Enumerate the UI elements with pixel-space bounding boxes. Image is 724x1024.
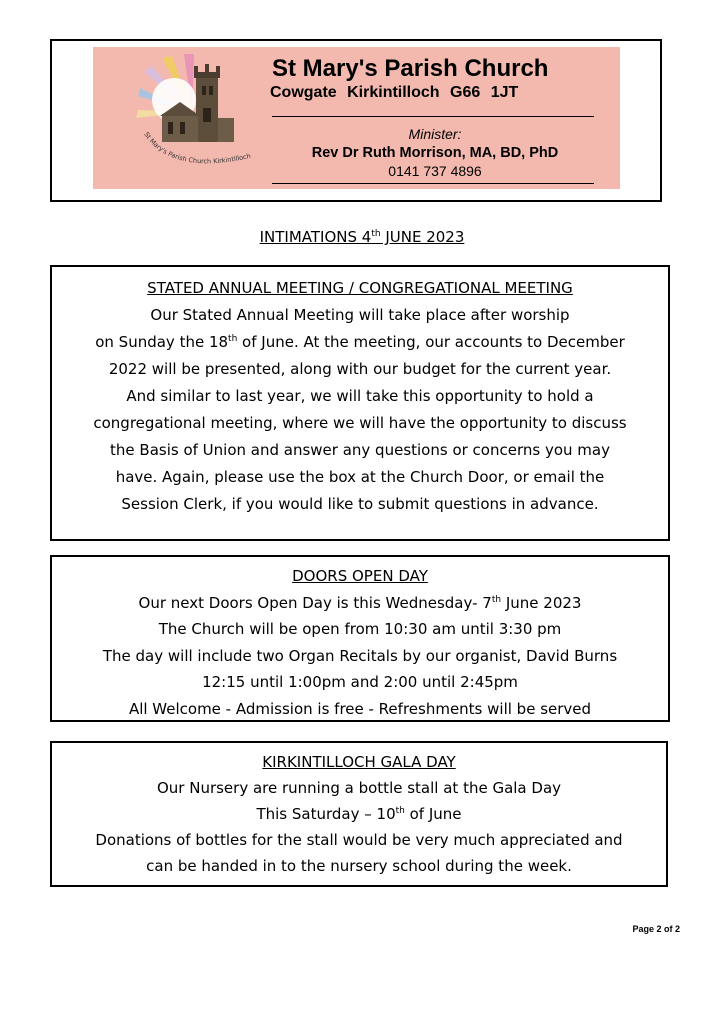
notice-line: Our Stated Annual Meeting will take place after worship [150,306,570,324]
notice-line: have. Again, please use the box at the Church Door, or email the [115,468,605,486]
page-number: Page 2 of 2 [632,924,680,934]
stated-meeting-title: STATED ANNUAL MEETING / CONGREGATIONAL MEETING [147,279,573,297]
notice-line: can be handed in to the nursery school during the week. [146,857,572,875]
notice-line: Session Clerk, if you would like to submit questions in advance. [121,495,599,513]
gala-day-notice [50,741,668,887]
notice-line: And similar to last year, we will take this opportunity to hold a [126,387,594,405]
gala-day-title: KIRKINTILLOCH GALA DAY [262,753,456,771]
phone-number: 0141 737 4896 [388,163,482,179]
header-divider-bottom [272,183,594,184]
notice-line: Donations of bottles for the stall would be very much appreciated and [95,831,623,849]
church-address: Cowgate Kirkintilloch G66 1JT [270,84,519,101]
notice-line: on Sunday the 18th of June. At the meeting, our accounts to December [95,333,625,351]
doors-open-notice [50,555,670,722]
intimations-heading: INTIMATIONS 4th JUNE 2023 [259,228,465,246]
notice-line: Our next Doors Open Day is this Wednesday- 7th June 2023 [138,593,582,612]
doors-open-title: DOORS OPEN DAY [292,567,428,585]
minister-label: Minister: [408,126,462,142]
stated-meeting-notice [50,265,670,541]
notice-line: 12:15 until 1:00pm and 2:00 until 2:45pm [202,673,518,691]
church-tower-logo-icon [132,52,262,182]
notice-line: All Welcome - Admission is free - Refreshments will be served [128,699,592,718]
notice-line: 2022 will be presented, along with our budget for the current year. [108,360,612,378]
minister-name: Rev Dr Ruth Morrison, MA, BD, PhD [311,145,559,161]
notice-line: This Saturday – 10th of June [256,805,462,823]
notice-line: the Basis of Union and answer any questions or concerns you may [110,441,610,459]
notice-line: Our Nursery are running a bottle stall at the Gala Day [156,779,562,797]
header-divider [272,116,594,117]
notice-line: The Church will be open from 10:30 am until 3:30 pm [158,620,562,638]
logo-arc-text: St Mary's Parish Church Kirkintilloch [142,130,252,166]
notice-line: The day will include two Organ Recitals by our organist, David Burns [102,646,618,665]
notice-line: congregational meeting, where we will have the opportunity to discuss [93,414,627,432]
church-name: St Mary's Parish Church [272,55,549,82]
